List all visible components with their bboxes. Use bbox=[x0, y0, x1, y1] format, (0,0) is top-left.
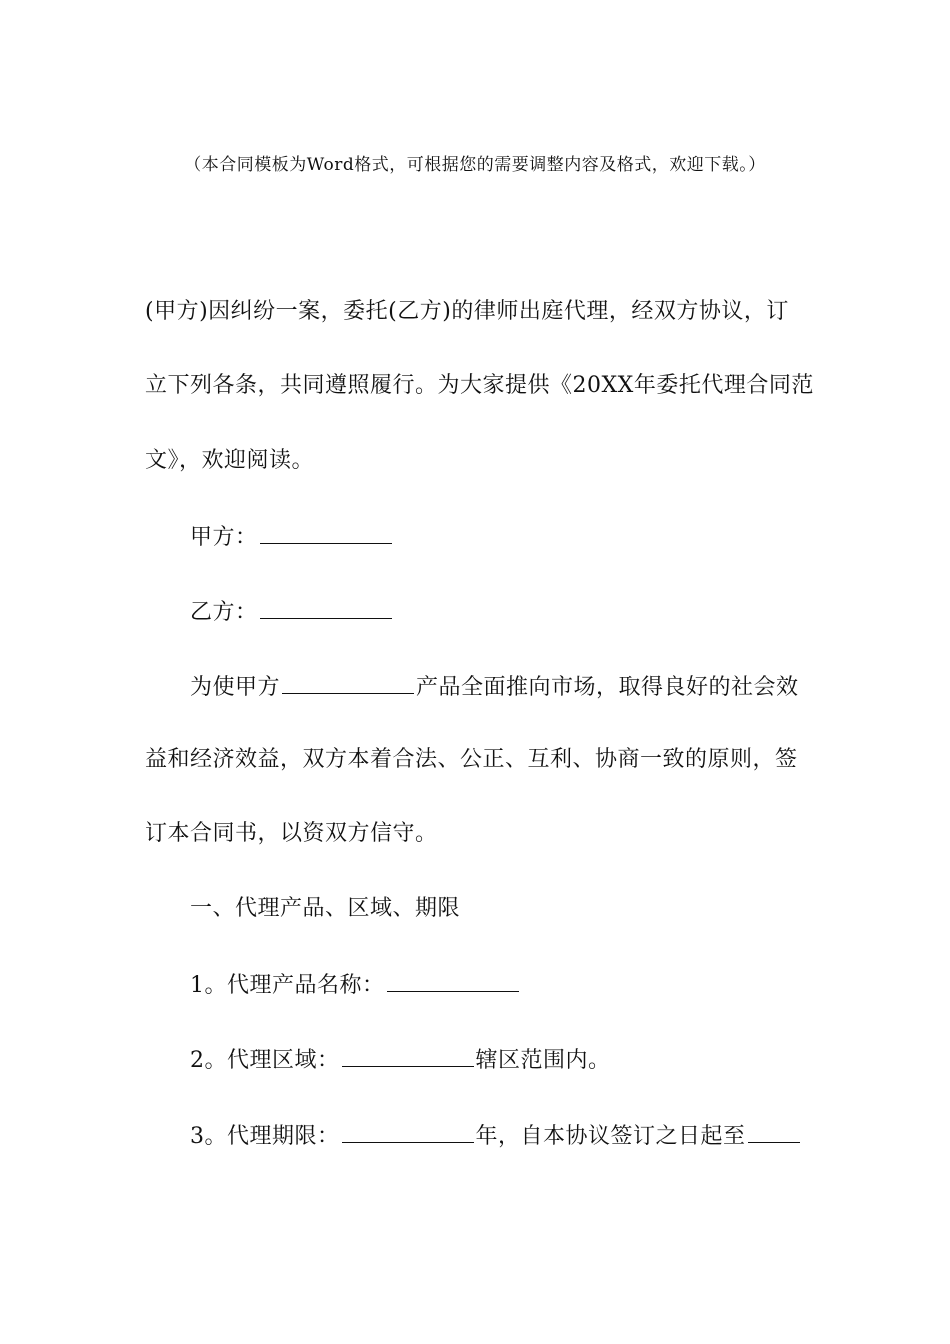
product-name-blank bbox=[282, 671, 414, 694]
section-1-item-2 bbox=[190, 1044, 611, 1076]
purpose-line-1-post: 产品全面推向市场，取得良好的社会效 bbox=[416, 675, 799, 700]
template-header-note: （本合同模板为Word格式，可根据您的需要调整内容及格式，欢迎下载。） bbox=[184, 155, 766, 175]
party-a-line bbox=[190, 521, 394, 553]
item-3-label: 3。代理期限： bbox=[190, 1124, 340, 1149]
purpose-line-3: 订本合同书，以资双方信守。 bbox=[145, 821, 438, 846]
item-2-blank bbox=[342, 1044, 474, 1067]
item-1-label: 1。代理产品名称： bbox=[190, 973, 385, 998]
item-2-suffix: 辖区范围内。 bbox=[475, 1048, 611, 1073]
intro-line-2: 立下列各条，共同遵照履行。为大家提供《20XX年委托代理合同范 bbox=[145, 373, 814, 398]
section-1-item-1 bbox=[190, 969, 521, 1001]
section-1-item-3 bbox=[190, 1120, 802, 1152]
item-2-label: 2。代理区域： bbox=[190, 1048, 340, 1073]
party-b-label: 乙方： bbox=[190, 600, 258, 625]
purpose-line-1-pre: 为使甲方 bbox=[190, 675, 281, 700]
purpose-line-2: 益和经济效益，双方本着合法、公正、互利、协商一致的原则，签 bbox=[145, 747, 798, 772]
item-1-blank bbox=[387, 969, 519, 992]
party-b-line bbox=[190, 596, 394, 628]
section-1-heading: 一、代理产品、区域、期限 bbox=[190, 896, 461, 921]
party-a-blank bbox=[260, 521, 392, 544]
intro-line-3: 文》，欢迎阅读。 bbox=[145, 448, 315, 473]
purpose-line-1 bbox=[190, 671, 799, 703]
party-a-label: 甲方： bbox=[190, 525, 258, 550]
party-b-blank bbox=[260, 596, 392, 619]
intro-line-1: (甲方)因纠纷一案，委托(乙方)的律师出庭代理，经双方协议，订 bbox=[145, 299, 789, 324]
item-3-suffix: 年，自本协议签订之日起至 bbox=[475, 1124, 746, 1149]
item-3-blank-end bbox=[748, 1120, 800, 1143]
item-3-blank-years bbox=[342, 1120, 474, 1143]
